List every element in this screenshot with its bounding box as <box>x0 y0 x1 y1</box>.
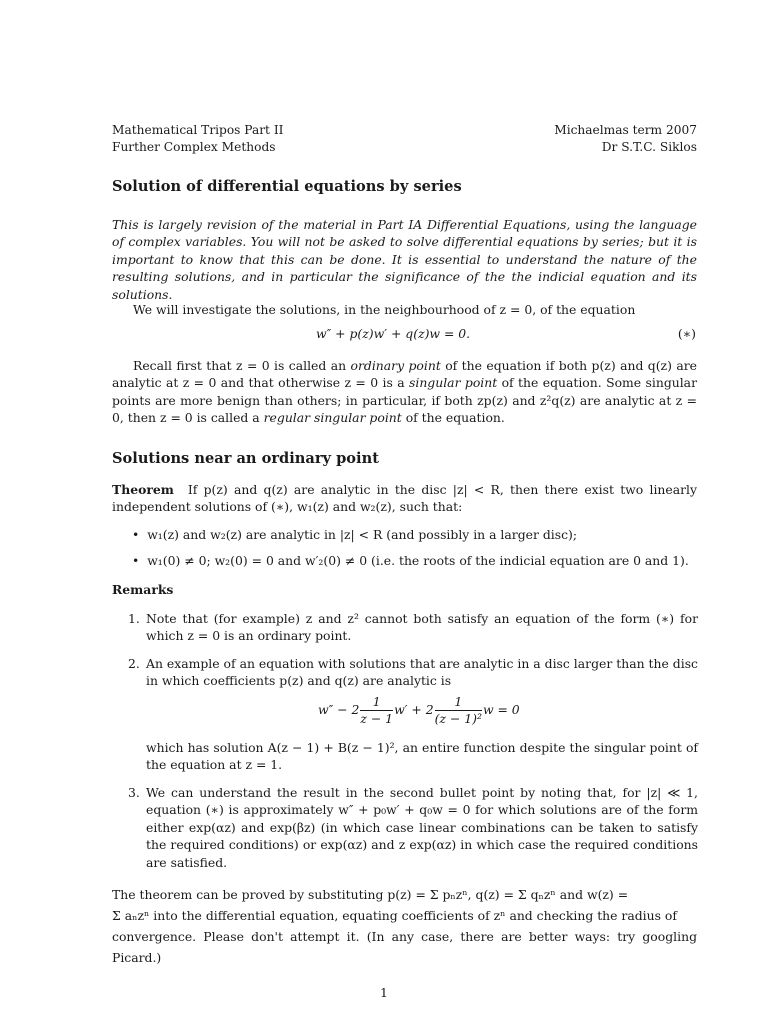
bullet-1-text: w₁(z) and w₂(z) are analytic in |z| < R (and possibly in a larger disc); <box>147 527 578 542</box>
term-singular-point: singular point <box>409 375 498 391</box>
recall-text-a: Recall first that z = 0 is called an <box>133 358 351 373</box>
section-heading: Solutions near an ordinary point <box>112 450 379 467</box>
course-subtitle: Further Complex Methods <box>112 140 276 154</box>
bullet-1: • w₁(z) and w₂(z) are analytic in |z| < R (and possibly in a larger disc); <box>132 527 578 542</box>
theorem-label: Theorem <box>112 482 174 497</box>
eq2-fraction-1 <box>360 694 393 727</box>
closing-line-3: convergence. Please don't attempt it. (In any case, there are better ways: try googling Picard.) <box>112 929 697 965</box>
closing-line-2: Σ aₙzⁿ into the differential equation, equating coefficients of zⁿ and checking the radius of <box>112 908 677 923</box>
header-right <box>554 122 697 156</box>
eq2-part-b: w′ + 2 <box>394 702 434 717</box>
eq2-f1-numerator: 1 <box>360 694 393 711</box>
remark-2 <box>128 655 698 690</box>
term-ordinary-point: ordinary point <box>350 358 441 373</box>
course-name: Mathematical Tripos Part II <box>112 123 284 137</box>
bullet-2: • w₁(0) ≠ 0; w₂(0) = 0 and w′₂(0) ≠ 0 (i.e. the roots of the indicial equation are 0 and 1). <box>132 553 689 568</box>
eq2-f1-denominator: z − 1 <box>360 711 394 726</box>
recall-text-c: of the equation if both p(z) and q(z) are analytic at z = 0 and that otherwise z = 0 is a <box>112 358 697 391</box>
remark-2-continued <box>128 739 698 774</box>
remark-3 <box>128 784 698 871</box>
remark-2-text: An example of an equation with solutions that are analytic in a disc larger than the disc in which coefficients p(z) and q(z) are analytic is <box>146 656 698 689</box>
remark-3-number: 3. <box>128 785 140 800</box>
bullet-2-text: w₁(0) ≠ 0; w₂(0) = 0 and w′₂(0) ≠ 0 (i.e. the roots of the indicial equation are 0 and 1). <box>147 553 689 568</box>
term: Michaelmas term 2007 <box>554 123 697 137</box>
page-title: Solution of differential equations by series <box>112 178 462 195</box>
recall-text-e: of the equation. Some singular points are more benign than others; in particular, if both zp(z) and z²q(z) are analytic at z = 0, then z = 0 is called a <box>112 375 697 426</box>
eq2-fraction-2 <box>435 694 482 727</box>
header-left <box>112 122 283 156</box>
remark-2-after-text: which has solution A(z − 1) + B(z − 1)², an entire function despite the singular point of the equation at z = 1. <box>146 740 698 773</box>
main-equation: w″ + p(z)w′ + q(z)w = 0. <box>316 326 471 341</box>
remark-1-number: 1. <box>128 611 140 626</box>
equation-label: (∗) <box>677 326 696 341</box>
remarks-heading: Remarks <box>112 582 174 597</box>
recall-paragraph <box>112 357 697 427</box>
remark-1-text: Note that (for example) z and z² cannot both satisfy an equation of the form (∗) for which z = 0 is an ordinary point. <box>146 611 698 644</box>
remark-2-number: 2. <box>128 656 140 671</box>
remark-1 <box>128 610 698 645</box>
eq2-part-c: w = 0 <box>482 702 520 717</box>
remark-3-text: We can understand the result in the second bullet point by noting that, for |z| ≪ 1, equation (∗) is approximately w″ + p₀w′ + q₀w = 0 for which solutions are of the form either exp(αz) and exp(βz) (in which case linear combinations can be taken to satisfy the required conditions) or exp(αz) and z exp(αz) in which case the required conditions are satisfied. <box>146 785 698 870</box>
theorem-paragraph <box>112 481 697 516</box>
term-regular-singular-point: regular singular point <box>263 410 402 426</box>
page-number: 1 <box>380 985 388 1000</box>
closing-paragraph <box>112 884 697 968</box>
eq2-f2-numerator: 1 <box>435 694 482 711</box>
theorem-text: If p(z) and q(z) are analytic in the disc |z| < R, then there exist two linearly independent solutions of (∗), w₁(z) and w₂(z), such that: <box>112 482 697 515</box>
author: Dr S.T.C. Siklos <box>601 140 697 154</box>
eq2-part-a: w″ − 2 <box>318 702 360 717</box>
intro-paragraph: This is largely revision of the material in Part IA Differential Equations, using the language of complex variables. You will not be asked to solve differential equations by series; but it is important to know that this can be done. It is essential to understand the nature of the resulting solutions, and in particular the significance of the the indicial equation and its solutions. <box>112 217 697 302</box>
investigate-text: We will investigate the solutions, in the neighbourhood of z = 0, of the equation <box>133 302 636 317</box>
recall-text-g: of the equation. <box>401 410 505 426</box>
example-equation <box>318 694 520 727</box>
eq2-f2-denominator: (z − 1)² <box>434 711 482 726</box>
closing-line-1: The theorem can be proved by substituting p(z) = Σ pₙzⁿ, q(z) = Σ qₙzⁿ and w(z) = <box>112 887 629 902</box>
